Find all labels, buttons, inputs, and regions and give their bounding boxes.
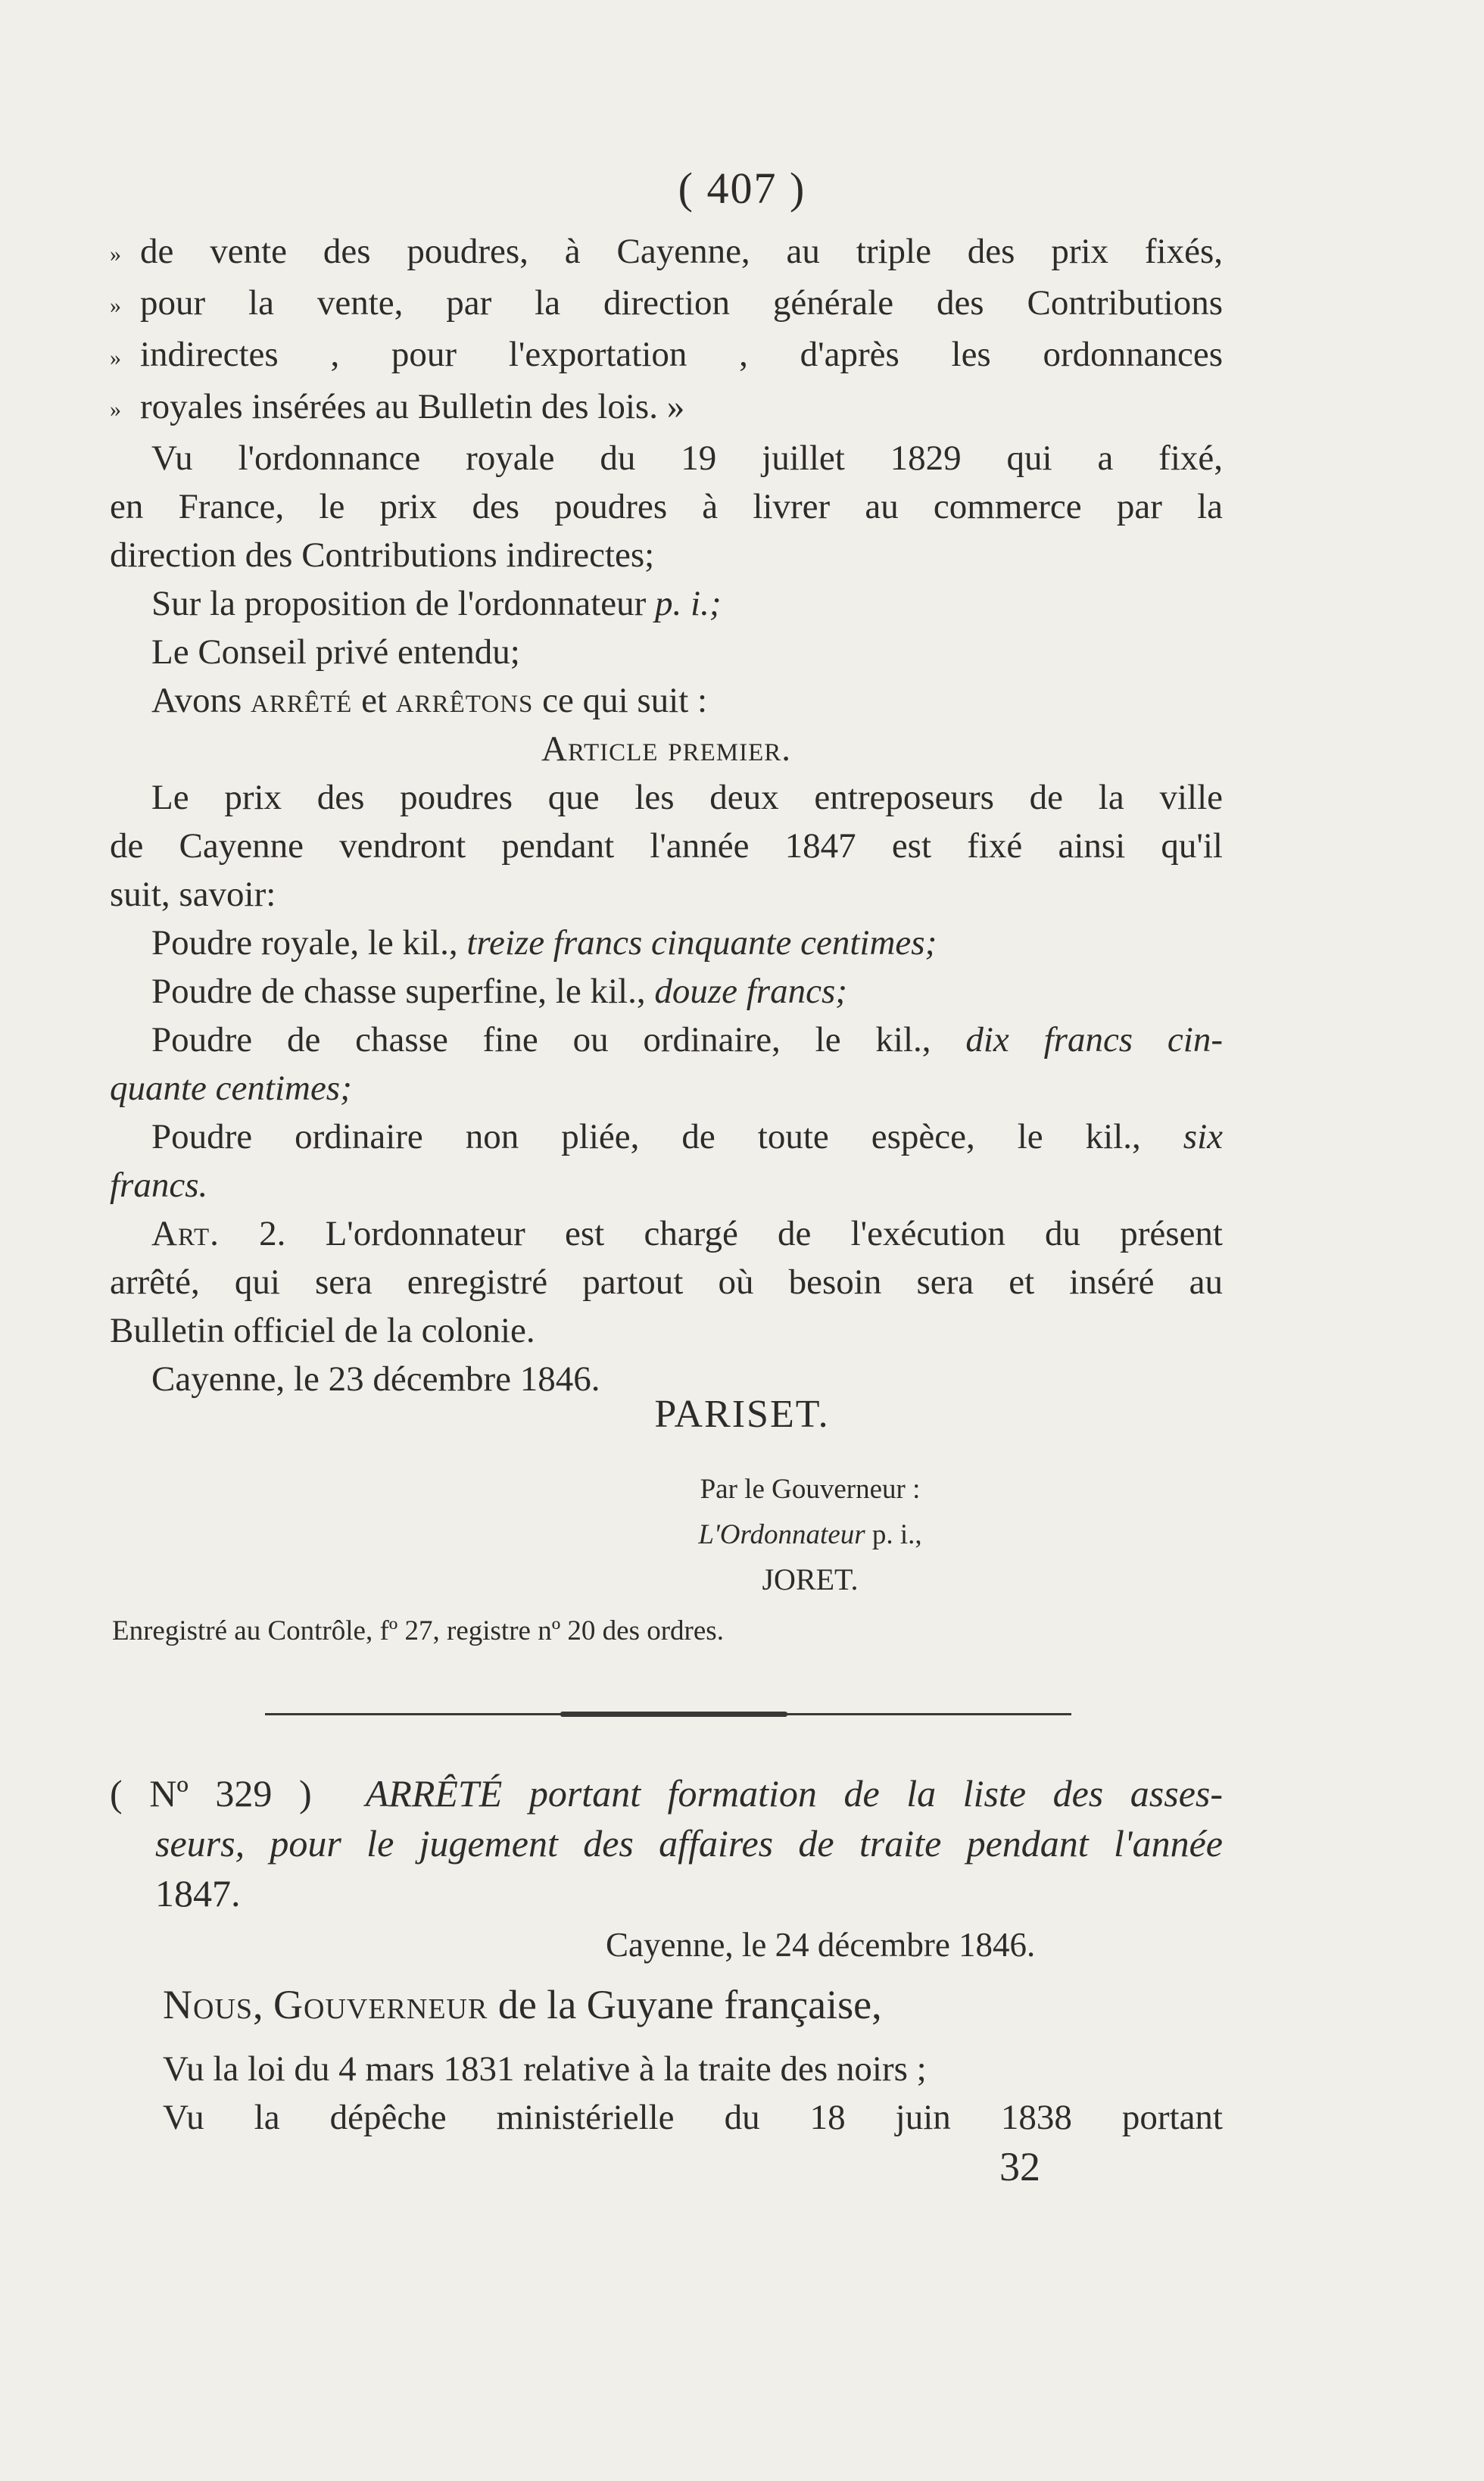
nous-line: Nous, Gouverneur de la Guyane française, — [163, 1982, 882, 2027]
vu-depeche-line: Vu la dépêche ministérielle du 18 juin 1838 portant — [163, 2098, 1223, 2137]
date-line: Cayenne, le 23 décembre 1846. — [151, 1359, 600, 1399]
ordonnateur-line: L'Ordonnateur p. i., — [698, 1519, 922, 1550]
conseil-line: Le Conseil privé entendu; — [151, 632, 520, 672]
poudre-line: Poudre royale, le kil., treize francs cinquante centimes; — [151, 922, 937, 963]
avons-line: Avons arrêté et arrêtons ce qui suit : — [151, 680, 708, 720]
prix-line: de Cayenne vendront pendant l'année 1847 est fixé ainsi qu'il — [110, 825, 1223, 866]
poudre-line: Poudre de chasse superfine, le kil., douze francs; — [151, 971, 847, 1011]
quote-line: » de vente des poudres, à Cayenne, au triple des prix fixés, — [110, 232, 1223, 271]
vu-ordonnance-line: direction des Contributions indirectes; — [110, 535, 655, 575]
quote-line: » pour la vente, par la direction générale des Contributions — [110, 283, 1223, 323]
quote-line: » indirectes , pour l'exportation , d'après les ordonnances — [110, 335, 1223, 375]
page-header: ( 407 ) — [678, 164, 806, 213]
arrete-title-line: ( Nº 329 ) ARRÊTÉ portant formation de la liste des asses- — [110, 1772, 1224, 1815]
art2-line: Art. 2. L'ordonnateur est chargé de l'exécution du présent — [151, 1213, 1223, 1253]
section-divider-center — [560, 1712, 787, 1717]
proposition-line: Sur la proposition de l'ordonnateur p. i.; — [151, 583, 722, 623]
signature-mark: 32 — [999, 2144, 1040, 2189]
par-gouverneur: Par le Gouverneur : — [700, 1474, 921, 1505]
prix-line: Le prix des poudres que les deux entreposeurs de la ville — [151, 777, 1223, 817]
poudre-line: Poudre de chasse fine ou ordinaire, le kil., dix francs cin- — [151, 1019, 1223, 1059]
arrete-title — [110, 1768, 1223, 1918]
art2-line: Bulletin officiel de la colonie. — [110, 1310, 535, 1350]
poudre-line-cont: quante centimes; — [110, 1068, 352, 1108]
signature-pariset: PARISET. — [654, 1393, 830, 1436]
vu-ordonnance-line: Vu l'ordonnance royale du 19 juillet 1829 qui a fixé, — [151, 438, 1223, 478]
art2-line: arrêté, qui sera enregistré partout où besoin sera et inséré au — [110, 1262, 1223, 1302]
quote-line: » royales insérées au Bulletin des lois. » — [110, 386, 685, 426]
poudre-line: Poudre ordinaire non pliée, de toute espèce, le kil., six — [151, 1116, 1223, 1156]
arrete-title-line: seurs, pour le jugement des affaires de traite pendant l'année — [155, 1822, 1223, 1865]
prix-line: suit, savoir: — [110, 874, 276, 914]
signature-joret: JORET. — [762, 1562, 859, 1596]
vu-ordonnance-line: en France, le prix des poudres à livrer au commerce par la — [110, 486, 1223, 526]
date2-line: Cayenne, le 24 décembre 1846. — [606, 1926, 1036, 1964]
quote-block — [110, 227, 1223, 1403]
poudre-line-cont: francs. — [110, 1165, 208, 1205]
article-heading: Article premier. — [541, 729, 791, 769]
enregistre-line: Enregistré au Contrôle, fº 27, registre nº 20 des ordres. — [112, 1615, 724, 1646]
vu-loi-line: Vu la loi du 4 mars 1831 relative à la traite des noirs ; — [163, 2049, 927, 2089]
vu-block — [163, 2045, 1223, 2142]
arrete-year: 1847. — [155, 1872, 241, 1915]
